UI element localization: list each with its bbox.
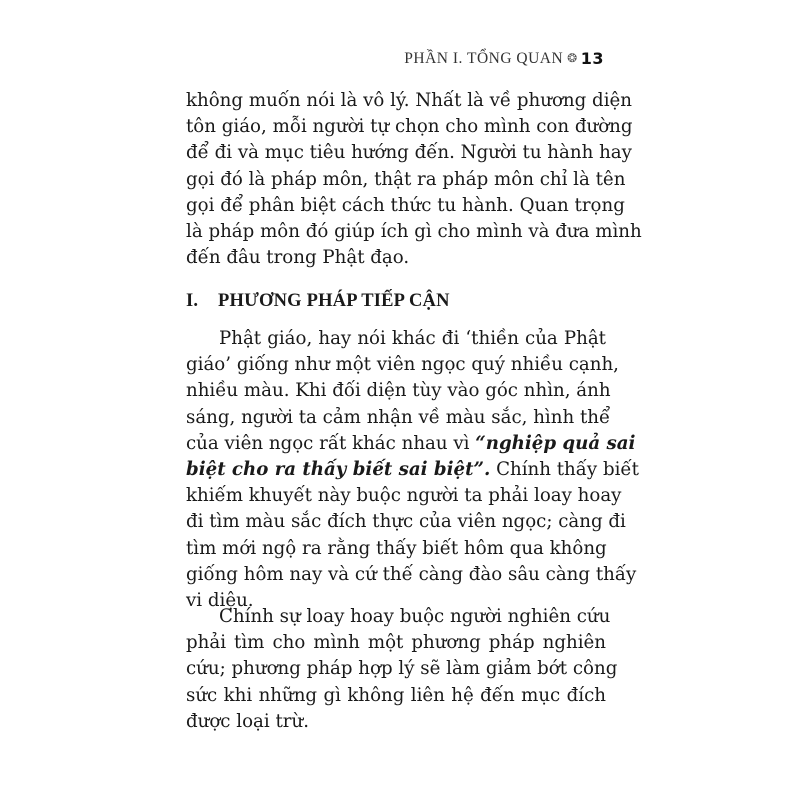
section-heading	[186, 291, 606, 312]
text-line: được loại trừ.	[186, 710, 309, 732]
text-line: giống hôm nay và cứ thế càng đào sâu càng thấy	[186, 563, 637, 585]
text-line: là pháp môn đó giúp ích gì cho mình và đưa mình	[186, 220, 642, 242]
text-line	[186, 431, 636, 457]
text-line: phải tìm cho mình một phương pháp nghiên	[186, 632, 606, 654]
text-line: nhiều màu. Khi đối diện tùy vào góc nhìn, ánh	[186, 380, 611, 402]
text-line	[186, 457, 639, 483]
running-head	[404, 49, 604, 68]
text-line: cứu; phương pháp hợp lý sẽ làm giảm bớt công	[186, 658, 618, 680]
running-head-title: PHẦN I. TỔNG QUAN	[404, 49, 564, 67]
text-line: để đi và mục tiêu hướng đến. Người tu hành hay	[186, 142, 632, 164]
paragraph-3	[186, 604, 618, 735]
text-line: tìm mới ngộ ra rằng thấy biết hôm qua không	[186, 537, 607, 559]
paragraph-2	[186, 326, 639, 614]
plain-text: của viên ngọc rất khác nhau vì	[186, 432, 476, 454]
text-line: không muốn nói là vô lý. Nhất là về phương diện	[186, 90, 632, 111]
text-line: sáng, người ta cảm nhận về màu sắc, hình thể	[186, 406, 611, 428]
text-line: gọi để phân biệt cách thức tu hành. Quan trọng	[186, 194, 625, 216]
text-line: sức khi những gì không liên hệ đến mục đích	[186, 684, 606, 706]
emphasis-text: biệt cho ra thấy biết sai biệt”.	[186, 458, 491, 480]
plain-text: Chính thấy biết	[490, 458, 639, 480]
text-line: Chính sự loay hoay buộc người nghiên cứu	[219, 606, 611, 627]
text-line: gọi đó là pháp môn, thật ra pháp môn chỉ là tên	[186, 168, 626, 190]
emphasis-text: “nghiệp quả sai	[475, 432, 636, 454]
page-number: 13	[580, 49, 604, 68]
paragraph-1	[186, 88, 642, 271]
text-line: khiếm khuyết này buộc người ta phải loay hoay	[186, 485, 622, 507]
text-line: đi tìm màu sắc đích thực của viên ngọc; càng đi	[186, 511, 626, 533]
ornament-icon: ❂	[567, 51, 578, 65]
section-number: I.	[186, 291, 199, 311]
section-title: PHƯƠNG PHÁP TIẾP CẬN	[218, 291, 450, 311]
text-line: đến đâu trong Phật đạo.	[186, 247, 410, 269]
text-line: giáo’ giống như một viên ngọc quý nhiều cạnh,	[186, 354, 619, 376]
text-line: vi diệu.	[186, 589, 254, 611]
text-line: Phật giáo, hay nói khác đi ‘thiền của Phật	[219, 328, 606, 349]
text-line: tôn giáo, mỗi người tự chọn cho mình con đường	[186, 116, 633, 138]
